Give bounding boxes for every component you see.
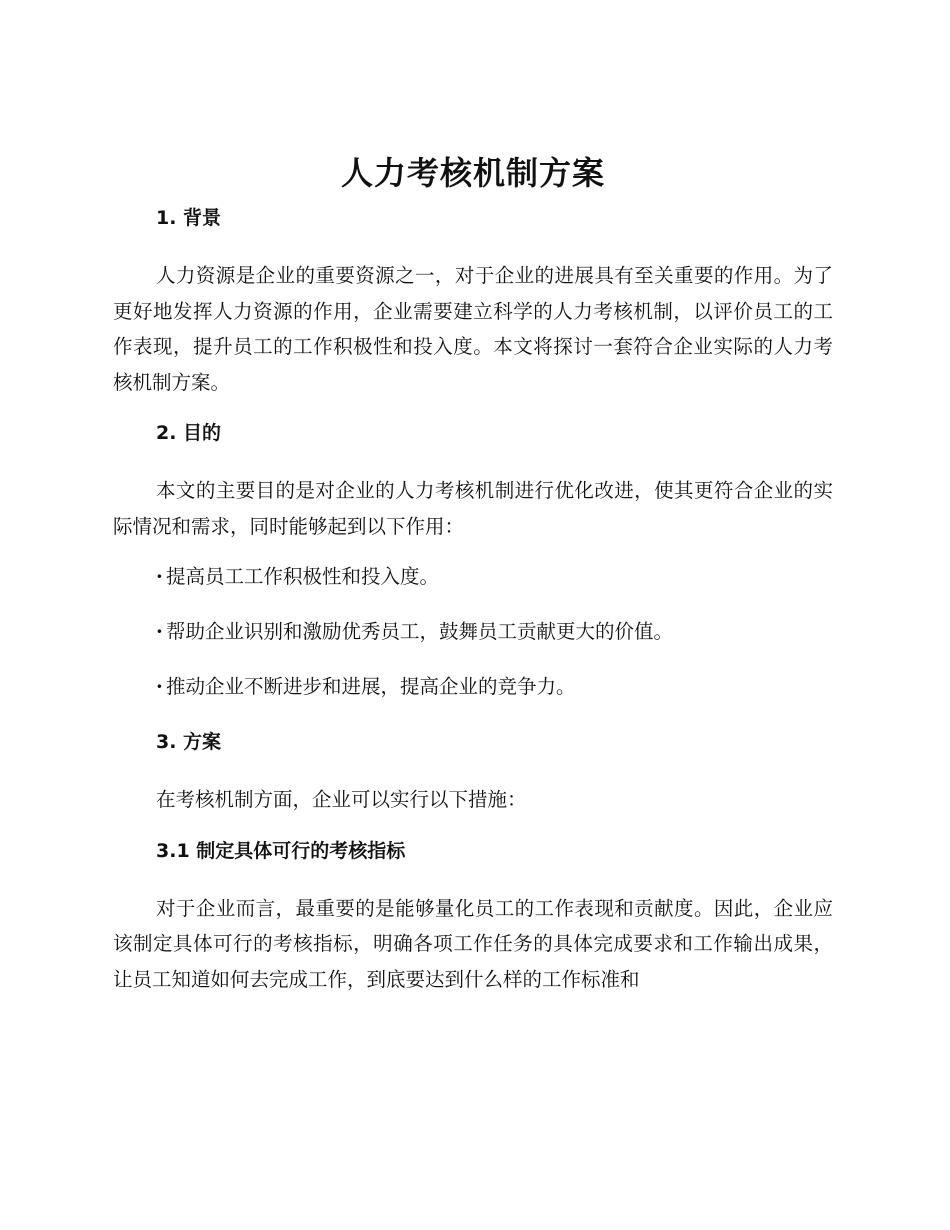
bullet-text: 推动企业不断进步和进展，提高企业的竞争力。 [166,675,576,698]
bullet-item [156,618,833,646]
subsection-heading-indicators: 3.1 制定具体可行的考核指标 [156,839,406,862]
plan-paragraph: 在考核机制方面，企业可以实行以下措施： [156,788,527,811]
indicators-paragraph: 对于企业而言，最重要的是能够量化员工的工作表现和贡献度。因此，企业应该制定具体可行的考核指标，明确各项工作任务的具体完成要求和工作输出成果，让员工知道如何去完成工作，到底要达到什么样的工作标准和 [113,896,833,991]
document-page [113,148,833,1016]
section-heading-purpose: 2. 目的 [156,422,222,444]
purpose-paragraph: 本文的主要目的是对企业的人力考核机制进行优化改进，使其更符合企业的实际情况和需求，同时能够起到以下作用： [113,479,833,538]
bullet-item [156,673,833,701]
document-title: 人力考核机制方案 [340,154,605,192]
bullet-item [156,563,833,591]
bullet-dot-icon: · [156,565,163,588]
background-paragraph: 人力资源是企业的重要资源之一，对于企业的进展具有至关重要的作用。为了更好地发挥人力资源的作用，企业需要建立科学的人力考核机制，以评价员工的工作表现，提升员工的工作积极性和投入度。本文将探讨一套符合企业实际的人力考核机制方案。 [113,264,833,394]
bullet-dot-icon: · [156,675,163,698]
bullet-text: 帮助企业识别和激励优秀员工，鼓舞员工贡献更大的价值。 [166,620,674,643]
section-heading-background: 1. 背景 [156,207,222,229]
bullet-dot-icon: · [156,620,163,643]
section-heading-plan: 3. 方案 [156,731,222,753]
bullet-text: 提高员工工作积极性和投入度。 [166,565,440,588]
